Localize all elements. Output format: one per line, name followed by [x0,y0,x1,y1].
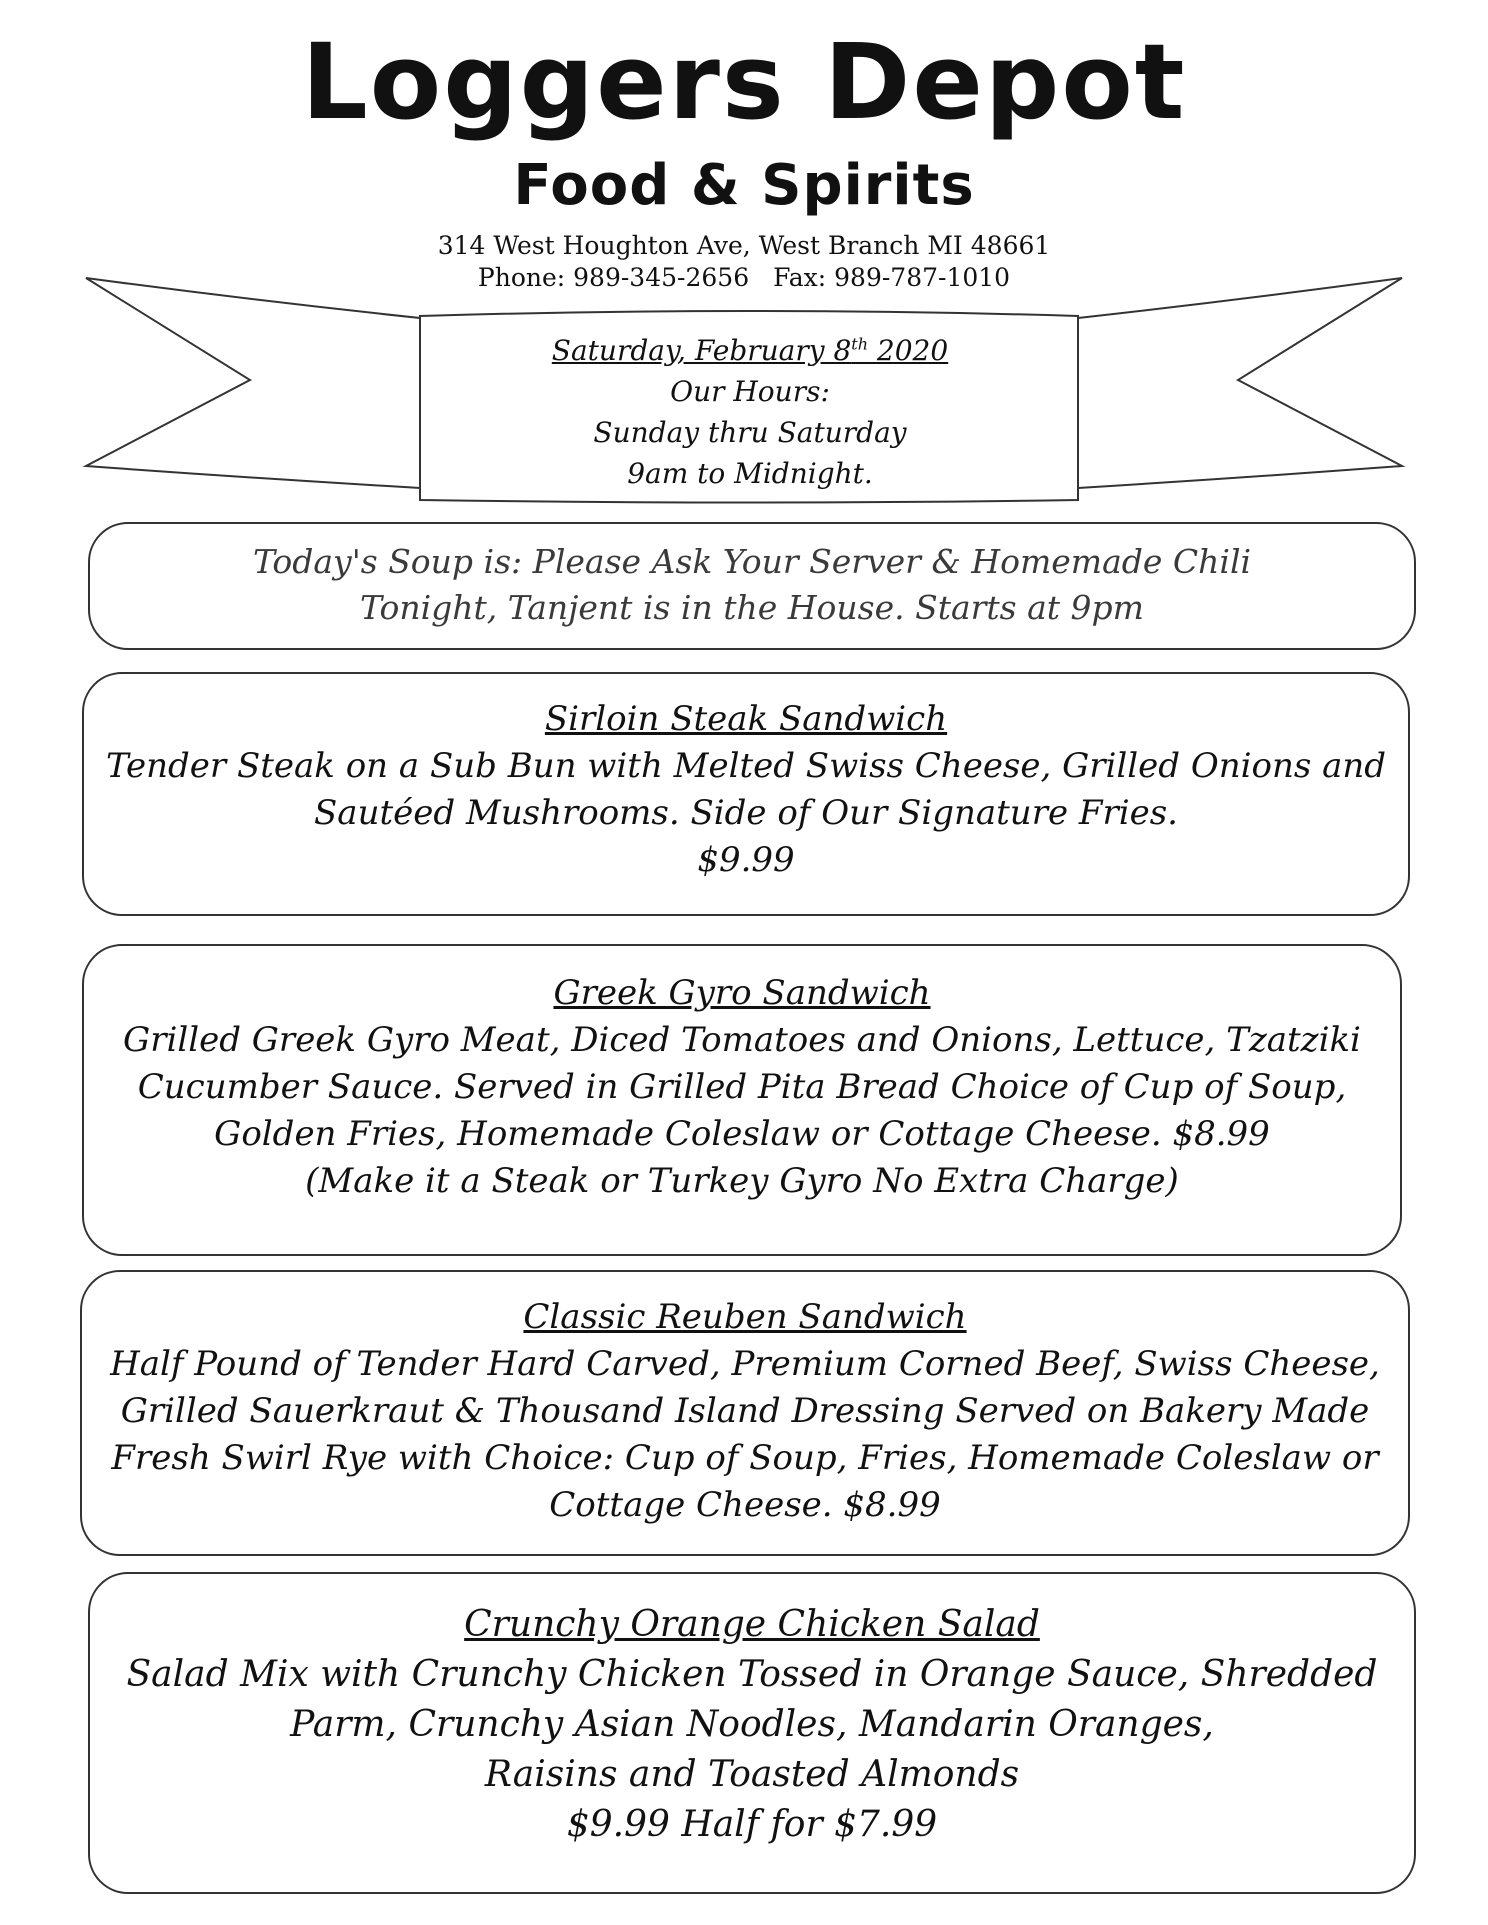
menu-item-line: Half Pound of Tender Hard Carved, Premium Corned Beef, Swiss Cheese, [110,1344,1380,1384]
ribbon-right-tail [1078,278,1402,488]
hours-time: 9am to Midnight. [627,457,873,490]
menu-item-line: Grilled Greek Gyro Meat, Diced Tomatoes and Onions, Lettuce, Tzatziki [123,1020,1361,1060]
menu-item-card [88,1572,1416,1894]
fax-number: Fax: 989-787-1010 [773,263,1011,292]
banner-text [420,330,1080,494]
ribbon-left-tail [86,278,420,488]
menu-date: Saturday, February 8th 2020 [551,334,949,367]
menu-item-line: Grilled Sauerkraut & Thousand Island Dressing Served on Bakery Made [120,1391,1370,1431]
menu-item-line: Cottage Cheese. $8.99 [549,1485,941,1525]
menu-item-title: Crunchy Orange Chicken Salad [464,1604,1040,1645]
soup-of-the-day: Today's Soup is: Please Ask Your Server & Homemade Chili [252,542,1252,581]
menu-item-card [82,672,1410,916]
date-ordinal: th [851,334,869,354]
specials-box [88,522,1416,650]
address: 314 West Houghton Ave, West Branch MI 48661 [437,231,1051,260]
menu-item-line: Cucumber Sauce. Served in Grilled Pita Bread Choice of Cup of Soup, [137,1067,1347,1107]
menu-item-line: Sautéed Mushrooms. Side of Our Signature Fries. [314,793,1178,833]
menu-item-title: Greek Gyro Sandwich [553,973,931,1013]
hours-days: Sunday thru Saturday [593,416,907,449]
menu-item-card [82,944,1402,1256]
menu-item-price: $9.99 [697,840,795,880]
menu-item-line: Fresh Swirl Rye with Choice: Cup of Soup, Fries, Homemade Coleslaw or [111,1438,1379,1478]
menu-item-price: $9.99 Half for $7.99 [566,1804,938,1845]
entertainment-notice: Tonight, Tanjent is in the House. Starts at 9pm [360,588,1144,627]
menu-item-line: (Make it a Steak or Turkey Gyro No Extra Charge) [305,1161,1179,1201]
phone-number: Phone: 989-345-2656 [477,263,750,292]
menu-item-title: Classic Reuben Sandwich [523,1297,967,1337]
hours-label: Our Hours: [670,375,830,408]
menu-item-title: Sirloin Steak Sandwich [544,699,948,739]
menu-item-line: Raisins and Toasted Almonds [484,1754,1020,1795]
menu-item-line: Tender Steak on a Sub Bun with Melted Swiss Cheese, Grilled Onions and [105,746,1387,786]
menu-item-line: Salad Mix with Crunchy Chicken Tossed in Orange Sauce, Shredded [126,1654,1378,1695]
menu-item-line: Parm, Crunchy Asian Noodles, Mandarin Oranges, [290,1704,1214,1745]
restaurant-name: Loggers Depot [301,21,1187,143]
restaurant-subtitle: Food & Spirits [513,153,975,218]
menu-item-line: Golden Fries, Homemade Coleslaw or Cottage Cheese. $8.99 [214,1114,1270,1154]
menu-item-card [80,1270,1410,1556]
